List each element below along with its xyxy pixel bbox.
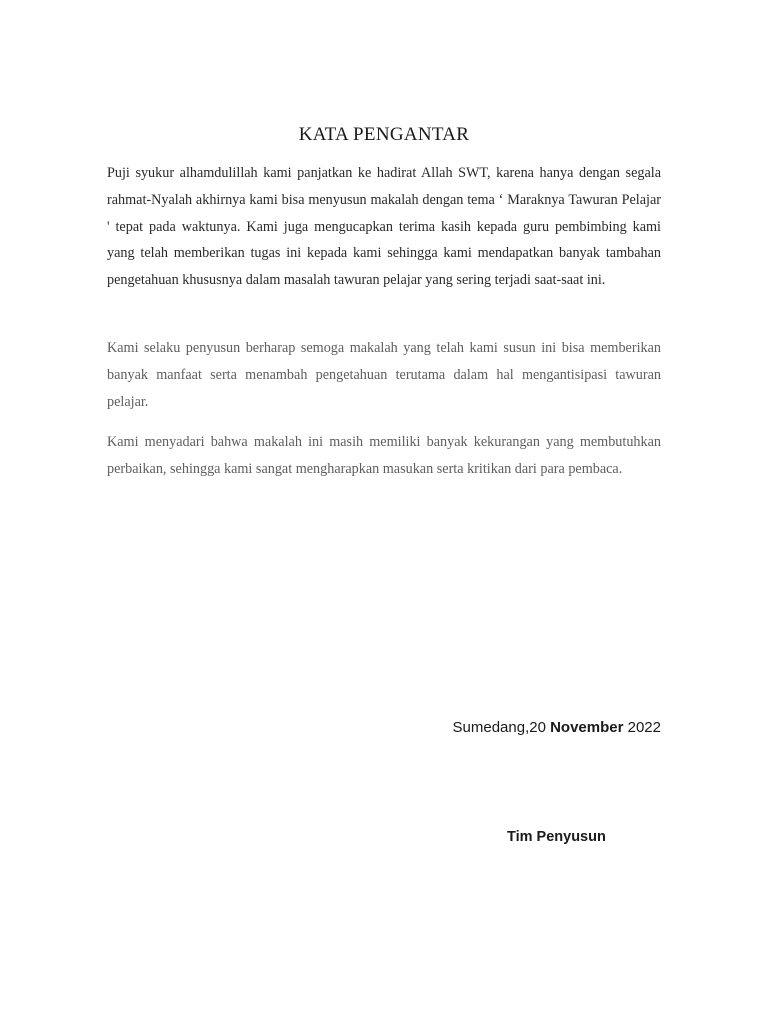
paragraph-intro: Puji syukur alhamdulillah kami panjatkan ke hadirat Allah SWT, karena hanya dengan segala rahmat-Nyalah akhirnya kami bisa menyusun makalah dengan tema ‘ Maraknya Tawuran Pelajar ' tepat pada waktunya. Kami juga mengucapkan terima kasih kepada guru pembimbing kami yang telah memberikan tugas ini kepada kami sehingga kami mendapatkan banyak tambahan pengetahuan khususnya dalam masalah tawuran pelajar yang sering terjadi saat-saat ini. <box>107 165 661 289</box>
page-title: KATA PENGANTAR <box>298 124 470 145</box>
month-text: November <box>550 719 624 736</box>
paragraph-closing: Kami menyadari bahwa makalah ini masih memiliki banyak kekurangan yang membutuhkan perbaikan, sehingga kami sangat mengharapkan masukan serta kritikan dari para pembaca. <box>107 434 661 477</box>
paragraph-hope: Kami selaku penyusun berharap semoga makalah yang telah kami susun ini bisa memberikan banyak manfaat serta menambah pengetahuan terutama dalam hal mengantisipasi tawuran pelajar. <box>107 340 661 410</box>
place-text: Sumedang,20 <box>452 719 551 736</box>
year-text: 2022 <box>623 719 661 736</box>
signature-team: Tim Penyusun <box>507 829 606 845</box>
place-date <box>380 719 661 736</box>
